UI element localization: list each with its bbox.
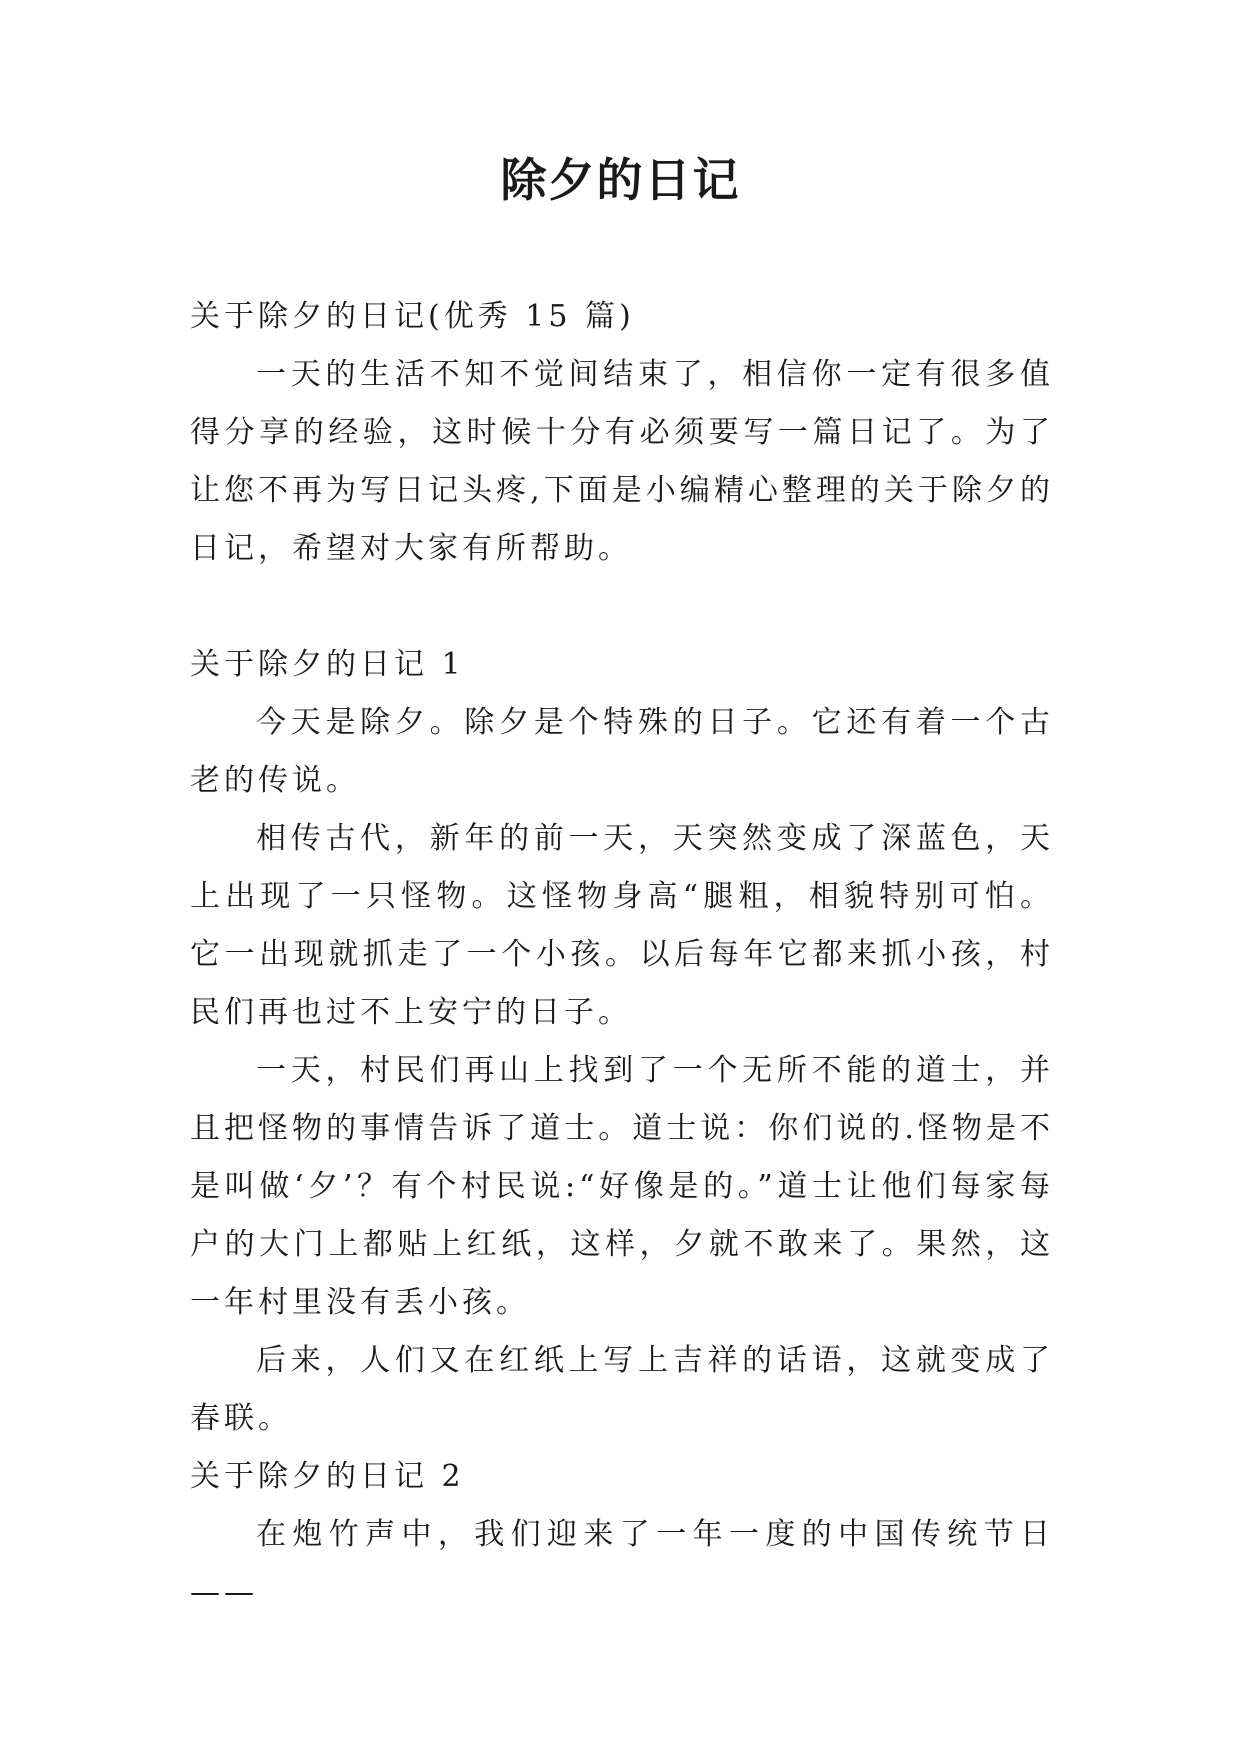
section-1-paragraph: 一天，村民们再山上找到了一个无所不能的道士，并且把怪物的事情告诉了道士。道士说：你们说的.怪物是不是叫做‘夕’？有个村民说:“好像是的。”道士让他们每家每户的大门上都贴上红纸，这样，夕就不敢来了。果然，这一年村里没有丢小孩。 (190, 1053, 1054, 1320)
document-title: 除夕的日记 (500, 153, 741, 207)
section-1-paragraph: 相传古代，新年的前一天，天突然变成了深蓝色，天上出现了一只怪物。这怪物身高“腿粗，相貌特别可怕。它一出现就抓走了一个小孩。以后每年它都来抓小孩，村民们再也过不上安宁的日子。 (190, 821, 1054, 1030)
section-1-paragraph: 后来，人们又在红纸上写上吉祥的话语，这就变成了春联。 (190, 1343, 1054, 1436)
section-2-paragraph: 在炮竹声中，我们迎来了一年一度的中国传统节日—— (190, 1517, 1054, 1610)
section-2-heading: 关于除夕的日记 2 (190, 1459, 465, 1494)
section-1-heading: 关于除夕的日记 1 (190, 647, 465, 682)
intro-paragraph: 一天的生活不知不觉间结束了，相信你一定有很多值得分享的经验，这时候十分有必须要写一篇日记了。为了让您不再为写日记头疼,下面是小编精心整理的关于除夕的日记，希望对大家有所帮助。 (190, 357, 1054, 566)
document-body (190, 288, 1054, 1622)
section-spacer (190, 578, 1054, 636)
document-subtitle: 关于除夕的日记(优秀 15 篇) (190, 299, 635, 334)
section-1-paragraph: 今天是除夕。除夕是个特殊的日子。它还有着一个古老的传说。 (190, 705, 1054, 798)
